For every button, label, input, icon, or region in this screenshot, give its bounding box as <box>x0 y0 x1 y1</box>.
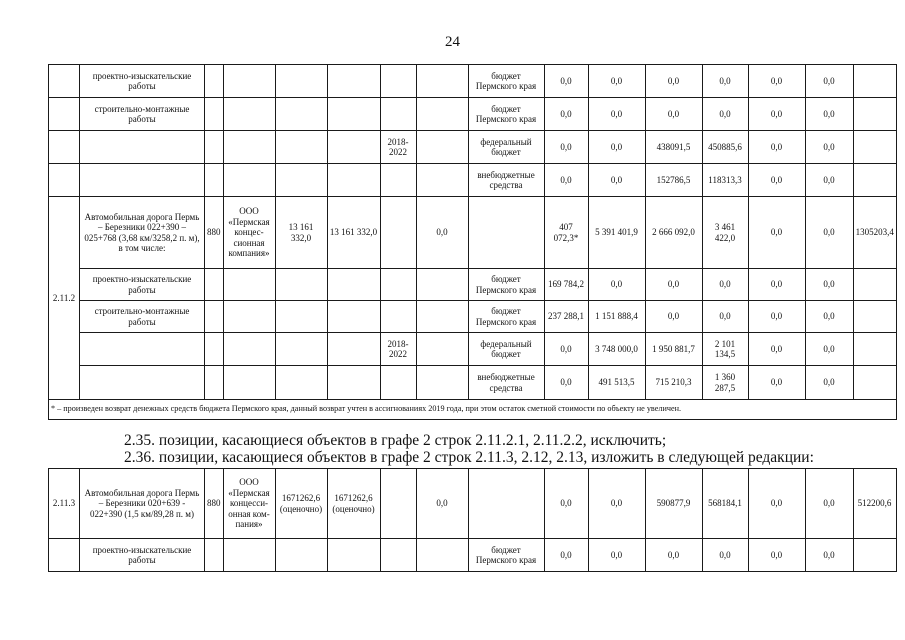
table-cell: 0,0 <box>805 65 853 98</box>
table-cell: 590877,9 <box>645 469 702 539</box>
table-cell: внебюджетные средства <box>468 366 544 400</box>
table-cell: 0,0 <box>748 366 805 400</box>
table-cell: 0,0 <box>588 131 645 164</box>
table-cell <box>327 301 380 333</box>
table-cell: 2.11.3 <box>49 469 80 539</box>
table-cell: 0,0 <box>544 539 588 572</box>
table-cell: 0,0 <box>805 164 853 197</box>
table-row <box>49 469 897 539</box>
table-cell: 0,0 <box>805 98 853 131</box>
table-cell: бюджет Пермского края <box>468 301 544 333</box>
table-cell: проектно-изыскательские работы <box>80 65 205 98</box>
table-cell: федеральный бюджет <box>468 131 544 164</box>
table-cell <box>380 301 416 333</box>
table-cell <box>327 269 380 301</box>
table-cell: 0,0 <box>805 131 853 164</box>
table-cell: 0,0 <box>588 65 645 98</box>
table-cell <box>205 539 224 572</box>
table-cell: 2 101 134,5 <box>702 333 748 366</box>
table-cell: 0,0 <box>702 98 748 131</box>
table-cell <box>205 269 224 301</box>
table-cell <box>416 164 468 197</box>
table-row <box>49 333 897 366</box>
footnote: * – произведен возврат денежных средств бюджета Пермского края, данный возврат учтен в ассигнованиях 2019 года, при этом остаток сметной стоимости по объекту не увеличен. <box>49 400 897 420</box>
table-cell <box>380 65 416 98</box>
table-cell: 0,0 <box>544 98 588 131</box>
table-cell: бюджет Пермского края <box>468 269 544 301</box>
table-cell: 2 666 092,0 <box>645 197 702 269</box>
table-cell: 0,0 <box>748 98 805 131</box>
table-cell: 0,0 <box>702 539 748 572</box>
table-cell <box>49 164 80 197</box>
table-row <box>49 98 897 131</box>
table-cell <box>205 366 224 400</box>
table-cell: 3 748 000,0 <box>588 333 645 366</box>
table-cell <box>275 164 327 197</box>
table-cell <box>327 98 380 131</box>
table-cell <box>275 98 327 131</box>
table-cell: 13 161 332,0 <box>275 197 327 269</box>
table-cell <box>223 131 275 164</box>
table-cell <box>223 98 275 131</box>
table-cell: 568184,1 <box>702 469 748 539</box>
table-cell <box>853 131 896 164</box>
table-cell: бюджет Пермского края <box>468 98 544 131</box>
table-cell <box>223 301 275 333</box>
table-row <box>49 164 897 197</box>
table-cell <box>468 197 544 269</box>
table-cell: 0,0 <box>544 131 588 164</box>
table-cell: 0,0 <box>588 98 645 131</box>
table-cell: 450885,6 <box>702 131 748 164</box>
row-code: 2.11.2 <box>49 197 80 400</box>
table-cell <box>275 131 327 164</box>
table-cell <box>327 164 380 197</box>
table-cell: 2018-2022 <box>380 131 416 164</box>
table-cell: 0,0 <box>748 333 805 366</box>
table-cell <box>327 65 380 98</box>
table-cell: 1 360 287,5 <box>702 366 748 400</box>
table-cell <box>327 366 380 400</box>
table-cell: 0,0 <box>748 65 805 98</box>
table-cell: 880 <box>205 469 224 539</box>
table-cell <box>275 269 327 301</box>
table-cell: ООО «Пермская концес-сионная компания» <box>223 197 275 269</box>
table-cell <box>80 366 205 400</box>
table-cell: 0,0 <box>805 301 853 333</box>
table-cell <box>416 269 468 301</box>
table-cell: проектно-изыскательские работы <box>80 539 205 572</box>
table-cell: 0,0 <box>702 65 748 98</box>
table-row <box>49 197 897 269</box>
table-row <box>49 269 897 301</box>
table-cell: 2018-2022 <box>380 333 416 366</box>
table-cell: 0,0 <box>805 366 853 400</box>
table-cell: 0,0 <box>645 98 702 131</box>
table-cell <box>327 539 380 572</box>
table-cell: 0,0 <box>645 65 702 98</box>
bottom-table <box>48 468 897 572</box>
table-cell: 0,0 <box>544 366 588 400</box>
table-cell <box>380 539 416 572</box>
table-cell <box>205 131 224 164</box>
table-cell <box>205 65 224 98</box>
table-row <box>49 65 897 98</box>
table-cell <box>275 65 327 98</box>
table-cell: 491 513,5 <box>588 366 645 400</box>
table-cell <box>853 65 896 98</box>
table-cell: 0,0 <box>805 469 853 539</box>
table-cell: 0,0 <box>416 469 468 539</box>
table-cell <box>49 131 80 164</box>
table-row <box>49 131 897 164</box>
table-cell: Автомобильная дорога Пермь – Березники 020+639 - 022+390 (1,5 км/89,28 п. м) <box>80 469 205 539</box>
table-cell <box>380 197 416 269</box>
table-row <box>49 366 897 400</box>
table-cell <box>205 164 224 197</box>
table-cell <box>275 366 327 400</box>
table-cell: 0,0 <box>544 65 588 98</box>
table-cell <box>416 98 468 131</box>
table-cell <box>853 366 896 400</box>
table-cell <box>853 333 896 366</box>
table-cell: 407 072,3* <box>544 197 588 269</box>
table-cell: 1 950 881,7 <box>645 333 702 366</box>
table-cell <box>416 131 468 164</box>
table-cell: 0,0 <box>645 269 702 301</box>
table-cell: бюджет Пермского края <box>468 65 544 98</box>
table-cell <box>416 333 468 366</box>
table-cell: 237 288,1 <box>544 301 588 333</box>
table-cell: 0,0 <box>588 539 645 572</box>
table-cell: 0,0 <box>544 333 588 366</box>
table-cell: 0,0 <box>748 539 805 572</box>
table-cell: 0,0 <box>748 197 805 269</box>
table-cell: 0,0 <box>748 301 805 333</box>
table-cell: 0,0 <box>805 197 853 269</box>
page-number: 24 <box>445 34 460 50</box>
table-cell <box>380 269 416 301</box>
table-cell <box>49 539 80 572</box>
footnote-row <box>49 400 897 420</box>
table-row <box>49 539 897 572</box>
table-cell: 0,0 <box>748 469 805 539</box>
table-cell: 1671262,6 (оценочно) <box>275 469 327 539</box>
instruction-2-35: 2.35. позиции, касающиеся объектов в графе 2 строк 2.11.2.1, 2.11.2.2, исключить; <box>124 432 667 449</box>
table-cell <box>380 366 416 400</box>
table-cell: внебюджетные средства <box>468 164 544 197</box>
table-cell <box>380 164 416 197</box>
table-cell <box>49 65 80 98</box>
table-cell: 0,0 <box>645 539 702 572</box>
table-cell: федеральный бюджет <box>468 333 544 366</box>
table-cell <box>223 366 275 400</box>
table-cell <box>853 301 896 333</box>
table-cell <box>416 301 468 333</box>
table-cell <box>275 333 327 366</box>
instruction-2-36: 2.36. позиции, касающиеся объектов в графе 2 строк 2.11.3, 2.12, 2.13, изложить в следующей редакции: <box>124 449 814 466</box>
table-cell <box>275 539 327 572</box>
table-cell: 152786,5 <box>645 164 702 197</box>
table-cell <box>80 164 205 197</box>
table-cell <box>223 65 275 98</box>
table-cell <box>205 333 224 366</box>
table-cell: 0,0 <box>645 301 702 333</box>
table-cell <box>275 301 327 333</box>
table-cell: 0,0 <box>748 164 805 197</box>
table-cell <box>223 539 275 572</box>
table-cell: 13 161 332,0 <box>327 197 380 269</box>
table-cell <box>327 131 380 164</box>
table-cell: 0,0 <box>748 131 805 164</box>
table-cell: 3 461 422,0 <box>702 197 748 269</box>
table-cell: 0,0 <box>805 539 853 572</box>
top-table <box>48 64 897 420</box>
table-cell: 169 784,2 <box>544 269 588 301</box>
table-cell <box>380 469 416 539</box>
table-cell <box>223 269 275 301</box>
table-cell: 0,0 <box>588 164 645 197</box>
table-cell: 880 <box>205 197 224 269</box>
table-cell <box>416 539 468 572</box>
table-cell: проектно-изыскательские работы <box>80 269 205 301</box>
table-cell <box>853 164 896 197</box>
table-cell: бюджет Пермского края <box>468 539 544 572</box>
table-cell <box>327 333 380 366</box>
table-cell <box>853 539 896 572</box>
table-cell: 0,0 <box>702 301 748 333</box>
table-cell: 0,0 <box>588 469 645 539</box>
table-cell: Автомобильная дорога Пермь – Березники 022+390 – 025+768 (3,68 км/3258,2 п. м), в том числе: <box>80 197 205 269</box>
table-cell: строительно-монтажные работы <box>80 301 205 333</box>
table-cell <box>205 301 224 333</box>
table-cell <box>468 469 544 539</box>
table-cell: 0,0 <box>748 269 805 301</box>
table-cell <box>205 98 224 131</box>
table-cell: строительно-монтажные работы <box>80 98 205 131</box>
table-cell <box>416 366 468 400</box>
table-cell: 1305203,4 <box>853 197 896 269</box>
table-row <box>49 301 897 333</box>
table-cell: 0,0 <box>416 197 468 269</box>
table-cell: 1671262,6 (оценочно) <box>327 469 380 539</box>
table-cell: 512200,6 <box>853 469 896 539</box>
table-cell <box>49 98 80 131</box>
table-cell: 1 151 888,4 <box>588 301 645 333</box>
table-cell: 438091,5 <box>645 131 702 164</box>
table-cell: 0,0 <box>544 164 588 197</box>
table-cell: 0,0 <box>702 269 748 301</box>
table-cell <box>80 333 205 366</box>
table-cell: 0,0 <box>544 469 588 539</box>
table-cell <box>223 164 275 197</box>
table-cell <box>853 98 896 131</box>
table-cell <box>380 98 416 131</box>
table-cell: 0,0 <box>805 333 853 366</box>
table-cell <box>80 131 205 164</box>
table-cell: 5 391 401,9 <box>588 197 645 269</box>
table-cell <box>853 269 896 301</box>
table-cell: ООО «Пермская концесси-онная ком-пания» <box>223 469 275 539</box>
table-cell <box>223 333 275 366</box>
table-cell: 715 210,3 <box>645 366 702 400</box>
table-cell: 0,0 <box>588 269 645 301</box>
table-cell: 118313,3 <box>702 164 748 197</box>
table-cell <box>416 65 468 98</box>
table-cell: 0,0 <box>805 269 853 301</box>
